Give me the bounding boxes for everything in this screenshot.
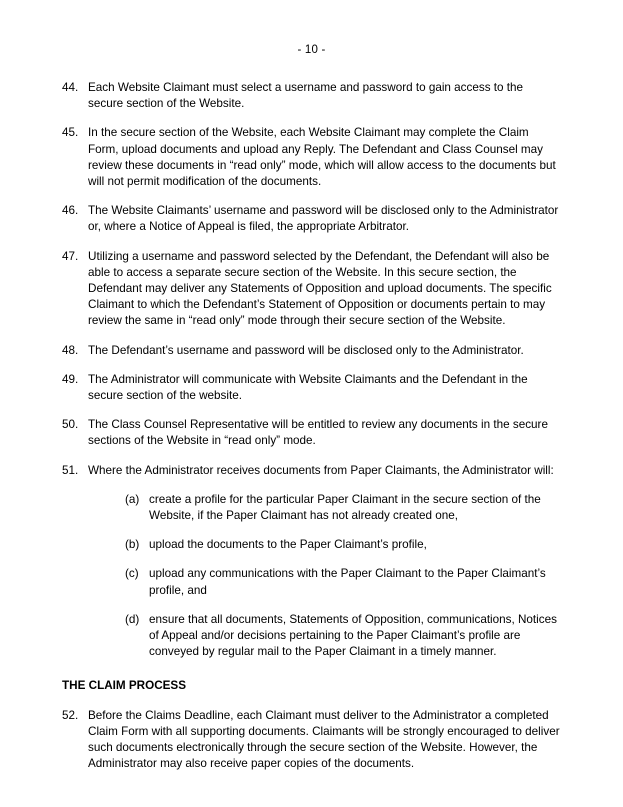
list-item-number: 50. xyxy=(62,418,79,432)
list-item-text: Each Website Claimant must select a username and password to gain access to the secure section of the Website. xyxy=(88,81,524,111)
list-item xyxy=(62,343,561,359)
list-item-text: Where the Administrator receives documents from Paper Claimants, the Administrator will: xyxy=(88,463,554,477)
sub-list-item-label: (a) xyxy=(125,492,140,506)
list-item-text: Utilizing a username and password selected by the Defendant, the Defendant will also be able to access a separate secure section of the Website. In this secure section, the Defendant may deliver any Statements of Opposition and upload documents. The specific Claimant to which the Defendant’s Statement of Opposition or documents pertain to may review the same in “read only” mode through their secure section of the Website. xyxy=(88,249,552,328)
list-item-number: 49. xyxy=(62,372,79,386)
list-item xyxy=(62,463,561,479)
list-item xyxy=(62,417,561,449)
list-item-number: 52. xyxy=(62,708,79,722)
list-item-text: The Class Counsel Representative will be entitled to review any documents in the secure sections of the Website in “read only” mode. xyxy=(88,418,548,448)
sub-list-item xyxy=(62,537,561,553)
sub-list xyxy=(62,492,561,661)
page-number: - 10 - xyxy=(297,44,326,56)
sub-list-item xyxy=(62,566,561,598)
sub-list-item-label: (d) xyxy=(125,612,140,626)
sub-list-item-label: (b) xyxy=(125,538,140,552)
list-item-number: 47. xyxy=(62,249,79,263)
list-item xyxy=(62,80,561,112)
list-item-text: Before the Claims Deadline, each Claimant must deliver to the Administrator a completed Claim Form with all supporting documents. Claimants will be strongly encouraged to deliver such documents electronically through the secure section of the Website. However, the Administrator may also receive paper copies of the documents. xyxy=(88,708,560,771)
list-item xyxy=(62,372,561,404)
list-item-text: In the secure section of the Website, each Website Claimant may complete the Claim Form, upload documents and upload any Reply. The Defendant and Class Counsel may review these documents in “read only” mode, which will allow access to the documents but will not permit modification of the documents. xyxy=(88,126,556,189)
list-item xyxy=(62,249,561,330)
sub-list-item-text: upload the documents to the Paper Claimant’s profile, xyxy=(149,538,427,552)
sub-list-item xyxy=(62,492,561,524)
sub-list-item-text: create a profile for the particular Paper Claimant in the secure section of the Website, if the Paper Claimant has not already created one, xyxy=(149,492,541,523)
list-item-number: 45. xyxy=(62,126,79,140)
list-item-number: 46. xyxy=(62,204,79,218)
section-heading: THE CLAIM PROCESS xyxy=(62,679,187,693)
sub-list-item-label: (c) xyxy=(125,567,139,581)
list-item-number: 48. xyxy=(62,343,79,357)
sub-list-item-text: upload any communications with the Paper Claimant to the Paper Claimant’s profile, and xyxy=(149,567,546,597)
list-item xyxy=(62,708,561,773)
sub-list-item-text: ensure that all documents, Statements of Opposition, communications, Notices of Appeal and/or decisions pertaining to the Paper Claimant’s profile are conveyed by regular mail to the Paper Claimant in a timely manner. xyxy=(149,612,557,659)
sub-list-item xyxy=(62,612,561,661)
list-item-number: 51. xyxy=(62,463,79,477)
list-item-number: 44. xyxy=(62,81,79,94)
list-item-text: The Website Claimants’ username and password will be disclosed only to the Administrator or, where a Notice of Appeal is filed, the appropriate Arbitrator. xyxy=(88,204,559,234)
list-item xyxy=(62,125,561,190)
list-item-text: The Administrator will communicate with Website Claimants and the Defendant in the secure section of the website. xyxy=(88,372,528,403)
list-item-text: The Defendant’s username and password will be disclosed only to the Administrator. xyxy=(88,343,524,357)
list-item xyxy=(62,203,561,235)
